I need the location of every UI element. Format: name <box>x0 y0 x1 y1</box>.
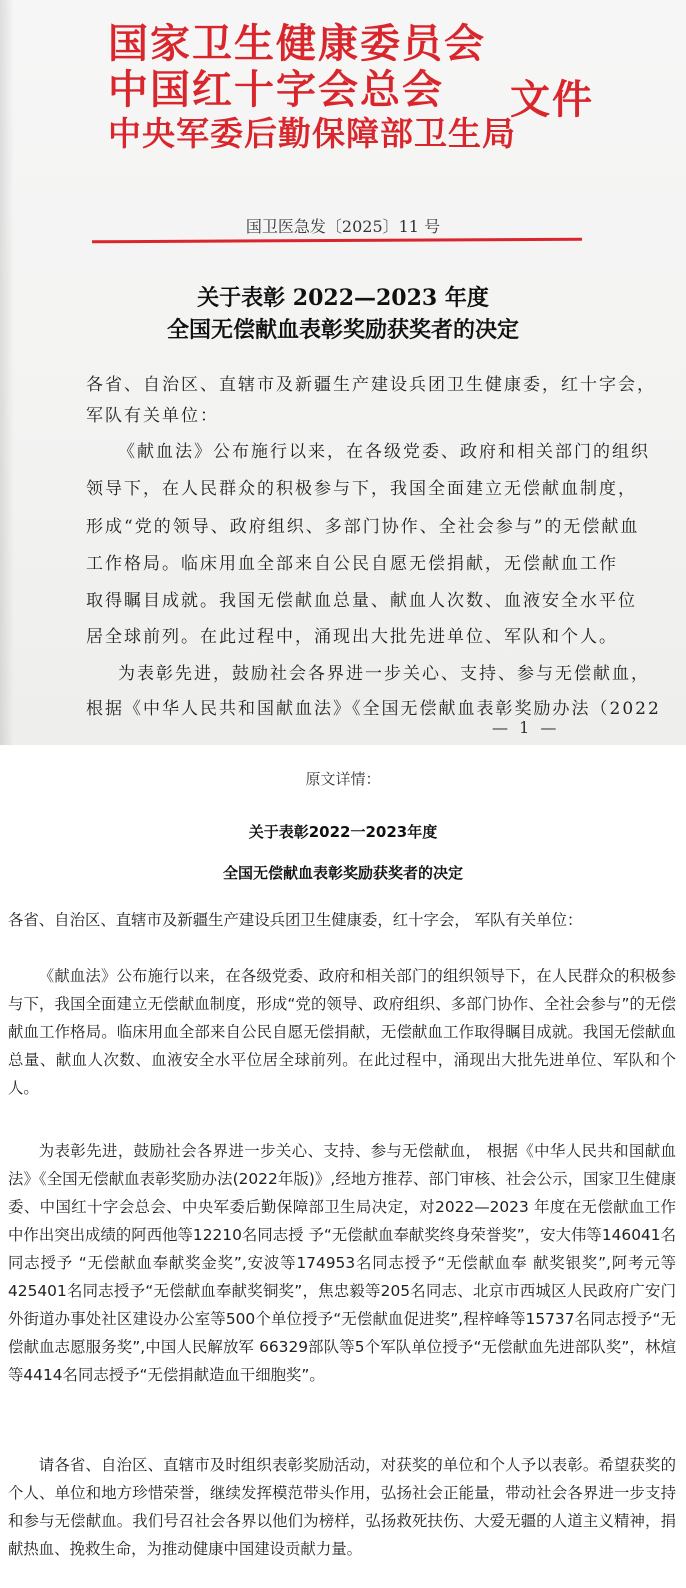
document-type-word: 文件 <box>510 76 594 123</box>
scan-text-line: 领导下，在人民群众的积极参与下，我国全面建立无偿献血制度， <box>86 479 637 499</box>
issuer-nhc: 国家卫生健康委员会 <box>108 20 486 67</box>
issuer-red-cross: 中国红十字会总会 <box>108 66 444 113</box>
scan-text-line: 根据《中华人民共和国献血法》《全国无偿献血表彰奖励办法（2022 <box>86 699 661 719</box>
scan-title-line-1: 关于表彰 2022—2023 年度 <box>197 285 489 311</box>
scan-text-line: 各省、自治区、直辖市及新疆生产建设兵团卫生健康委，红十字会， <box>86 375 656 395</box>
original-text-caption: 原文详情： <box>305 770 381 788</box>
scan-text-line: 居全球前列。在此过程中，涌现出大批先进单位、军队和个人。 <box>86 627 618 647</box>
scan-text-line: 为表彰先进，鼓励社会各界进一步关心、支持、参与无偿献血， <box>118 664 650 684</box>
scan-text-line: 工作格局。临床用血全部来自公民自愿无偿捐献，无偿献血工作 <box>86 554 618 574</box>
scan-title-line-2: 全国无偿献血表彰奖励获奖者的决定 <box>166 317 519 343</box>
document-scan-image <box>0 0 686 745</box>
page-edge-shadow <box>0 0 14 745</box>
scan-page-number: — 1 — <box>492 718 560 737</box>
scan-text-line: 军队有关单位： <box>86 406 219 426</box>
document-number: 国卫医急发〔2025〕11 号 <box>245 217 441 236</box>
article-title-line-1: 关于表彰2022一2023年度 <box>248 823 438 841</box>
article-title-line-2: 全国无偿献血表彰奖励获奖者的决定 <box>222 864 463 882</box>
scan-text-line: 取得瞩目成就。我国无偿献血总量、献血人次数、血液安全水平位 <box>86 591 637 611</box>
issuer-military-health-bureau: 中央军委后勤保障部卫生局 <box>108 114 516 153</box>
scan-text-line: 形成“党的领导、政府组织、多部门协作、全社会参与”的无偿献血 <box>86 517 640 537</box>
article-paragraph: 请各省、自治区、直辖市及时组织表彰奖励活动，对获奖的单位和个人予以表彰。希望获奖的个人、单位和地方珍惜荣誉，继续发挥模范带头作用，弘扬社会正能量，带动社会各界进一步支持和参与无偿献血。我们号召社会各界以他们为榜样，弘扬救死扶伤、大爱无疆的人道主义精神，捐献热血、挽救生命，为推动健康中国建设贡献力量。 <box>8 1456 676 1558</box>
article-paragraph: 《献血法》公布施行以来，在各级党委、政府和相关部门的组织领导下，在人民群众的积极参与下，我国全面建立无偿献血制度，形成“党的领导、政府组织、多部门协作、全社会参与”的无偿献血工作格局。临床用血全部来自公民自愿无偿捐献，无偿献血工作取得瞩目成就。我国无偿献血总量、献血人次数、血液安全水平位居全球前列。在此过程中，涌现出大批先进单位、军队和个人。 <box>8 967 676 1097</box>
article-salutation: 各省、自治区、直辖市及新疆生产建设兵团卫生健康委，红十字会， 军队有关单位： <box>8 911 583 929</box>
red-divider-line <box>92 238 582 244</box>
article-paragraph: 为表彰先进，鼓励社会各界进一步关心、支持、参与无偿献血， 根据《中华人民共和国献血法》《全国无偿献血表彰奖励办法(2022年版)》,经地方推荐、部门审核、社会公示，国家卫生健康委、中国红十字会总会、中央军委后勤保障部卫生局决定，对2022—2023 年度在无偿献血工作中作出突出成绩的阿西他等12210名同志授 予“无偿献血奉献奖终身荣誉奖”，安大伟等146041名同志授予 “无偿献血奉献奖金奖”,安波等174953名同志授予“无偿献血奉 献奖银奖”,阿考元等425401名同志授予“无偿献血奉献奖铜奖”，焦忠毅等205名同志、北京市西城区人民政府广安门外街道办事处社区建设办公室等500个单位授予“无偿献血促进奖”,程梓峰等15737名同志授予“无偿献血志愿服务奖”,中国人民解放军 66329部队等5个军队单位授予“无偿献血先进部队奖”，林煊等4414名同志授予“无偿捐献造血干细胞奖”。 <box>8 1142 676 1384</box>
scan-text-line: 《献血法》公布施行以来，在各级党委、政府和相关部门的组织 <box>118 442 650 462</box>
